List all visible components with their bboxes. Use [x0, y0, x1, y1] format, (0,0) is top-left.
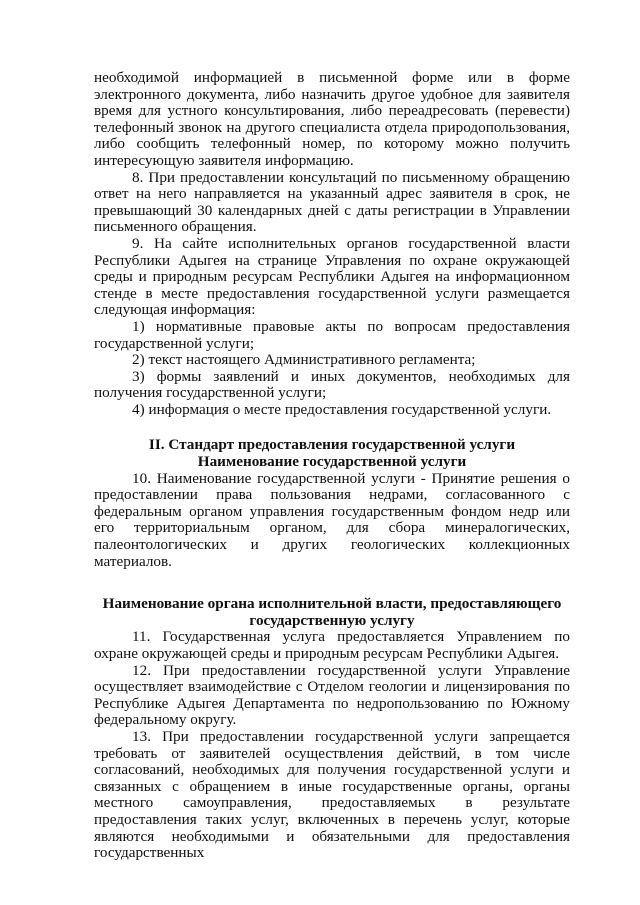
document-page: [94, 70, 570, 862]
paragraph-12: 12. При предоставлении государственной услуги Управление осуществляет взаимодействие с Отделом геологии и лицензирования по Республике Адыгея Департамента по недропользованию по Южному федеральному округу.: [94, 661, 570, 729]
list-item-1: 1) нормативные правовые акты по вопросам предоставления государственной услуги;: [94, 317, 570, 352]
paragraph-8: 8. При предоставлении консультаций по письменному обращению ответ на него направляется на указанный адрес заявителя в срок, не превышающий 30 календарных дней с даты регистрации в Управлении письменного обращения.: [94, 168, 570, 236]
section-3-title: Наименование органа исполнительной власти, предоставляющего государственную услугу: [102, 595, 562, 629]
paragraph-11: 11. Государственная услуга предоставляется Управлением по охране окружающей среды и природным ресурсам Республики Адыгея.: [94, 628, 570, 662]
paragraph-13: 13. При предоставлении государственной услуги запрещается требовать от заявителей осуществления действий, в том числе согласований, необходимых для получения государственной услуги и связанных с обращением в иные государственные органы, органы местного самоуправления, предоставляемых в результате предоставления таких услуг, включенных в перечень услуг, которые являются необходимыми и обязательными для предоставления государственных: [94, 727, 570, 862]
paragraph-10: 10. Наименование государственной услуги - Принятие решения о предоставлении права пользования недрами, согласованного с федеральным органом управления государственным фондом недр или его территориальным органом, для сбора минералогических, палеонтологических и других геологических коллекционных материалов.: [94, 469, 570, 570]
list-item-2: 2) текст настоящего Административного регламента;: [132, 351, 476, 369]
section-2-subtitle: Наименование государственной услуги: [197, 453, 467, 471]
spacer: [94, 418, 570, 437]
paragraph-9: 9. На сайте исполнительных органов государственной власти Республики Адыгея на странице Управления по охране окружающей среды и природным ресурсам Республики Адыгея на информационном стенде в месте предоставления государственной услуги размещается следующая информация:: [94, 234, 570, 319]
list-item-3: 3) формы заявлений и иных документов, необходимых для получения государственной услуги;: [94, 367, 570, 402]
spacer: [94, 570, 570, 596]
paragraph-continuation: необходимой информацией в письменной форме или в форме электронного документа, либо назначить другое удобное для заявителя время для устного консультирования, либо переадресовать (перевести) телефонный звонок на другого специалиста отдела природопользования, либо сообщить телефонный номер, по которому можно получить интересующую заявителя информацию.: [94, 69, 570, 169]
section-2-title: II. Стандарт предоставления государственной услуги: [148, 436, 516, 454]
list-item-4: 4) информация о месте предоставления государственной услуги.: [132, 400, 552, 418]
